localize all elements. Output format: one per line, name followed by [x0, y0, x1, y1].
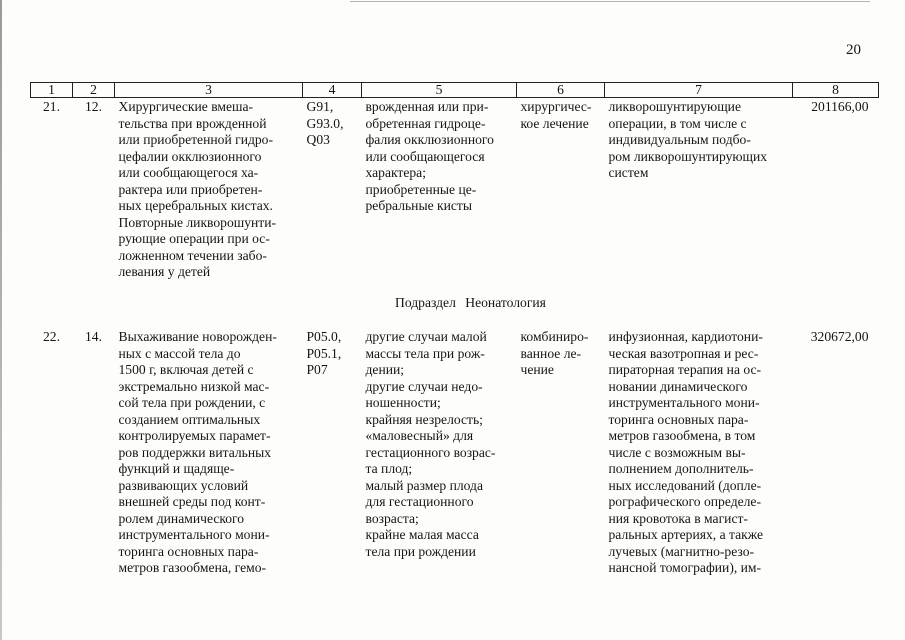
standard-cost: 201166,00	[811, 99, 869, 114]
treatment-method: инфузионная, кардиотони- ческая вазотропная и рес- пираторная терапия на ос- новании динамического инструментального мони- торинга основных пара- метров газообмена, в том числе с возможным вы- полнением дополнитель- ных исследований (допле- рографического определе- ния кровотока в магист- ральных артериях, а также лучевых (магнитно-резо- нансной томографии), им-	[608, 329, 764, 575]
group-number: 12.	[85, 99, 102, 114]
column-header-4: 4	[303, 83, 362, 98]
care-type-name: Выхаживание новорожден- ных с массой тела до 1500 г, включая детей с экстремально низкой мас- сой тела при рождении, с созданием оптимальных контролируемых парамет- ров поддержки витальных функций и щадяще- развивающих условий внешней среды под конт- ролем динамического инструментального мони- торинга основных пара- метров газообмена, гемо-	[118, 329, 277, 575]
treatment-type: хирургичес- кое лечение	[520, 99, 592, 131]
icd-codes: P05.0, P05.1, P07	[306, 329, 342, 377]
section-row	[31, 281, 879, 330]
table-row	[31, 329, 879, 577]
scan-edge	[0, 0, 2, 640]
treatment-method: ликворошунтирующие операции, в том числе с индивидуальным подбо- ром ликворошунтирующих систем	[608, 99, 768, 180]
icd-codes: G91, G93.0, Q03	[306, 99, 344, 147]
row-number: 22.	[43, 329, 60, 344]
column-header-7: 7	[605, 83, 793, 98]
patient-model: другие случаи малой массы тела при рож- дении; другие случаи недо- ношенности; крайняя незрелость; «маловесный» для гестационного возрас- та плод; малый размер плода для гестационного возраста; крайне малая масса тела при рождении	[365, 329, 496, 559]
row-number: 21.	[43, 99, 60, 114]
scan-artifact-line	[350, 1, 870, 2]
header-row	[31, 83, 879, 98]
procedures-table	[30, 82, 879, 577]
column-header-6: 6	[517, 83, 605, 98]
section-title: Подраздел Неонатология	[395, 294, 546, 310]
care-type-name: Хирургические вмеша- тельства при врожденной или приобретенной гидро- цефалии окклюзионного или сообщающегося ха- рактера или приобретен- ных церебральных кистах. Повторные ликворошунти- рующие операции при ос- ложненном течении забо- левания у детей	[118, 99, 277, 279]
column-header-1: 1	[31, 83, 73, 98]
patient-model: врожденная или при- обретенная гидроце- фалия окклюзионного или сообщающегося характера; приобретенные це- ребральные кисты	[365, 99, 494, 213]
column-header-5: 5	[362, 83, 517, 98]
table-row	[31, 98, 879, 281]
column-header-8: 8	[793, 83, 879, 98]
page-number: 20	[846, 42, 861, 58]
column-header-3: 3	[115, 83, 303, 98]
group-number: 14.	[85, 329, 102, 344]
treatment-type: комбиниро- ванное ле- чение	[520, 329, 589, 377]
column-header-2: 2	[73, 83, 115, 98]
standard-cost: 320672,00	[810, 329, 869, 344]
